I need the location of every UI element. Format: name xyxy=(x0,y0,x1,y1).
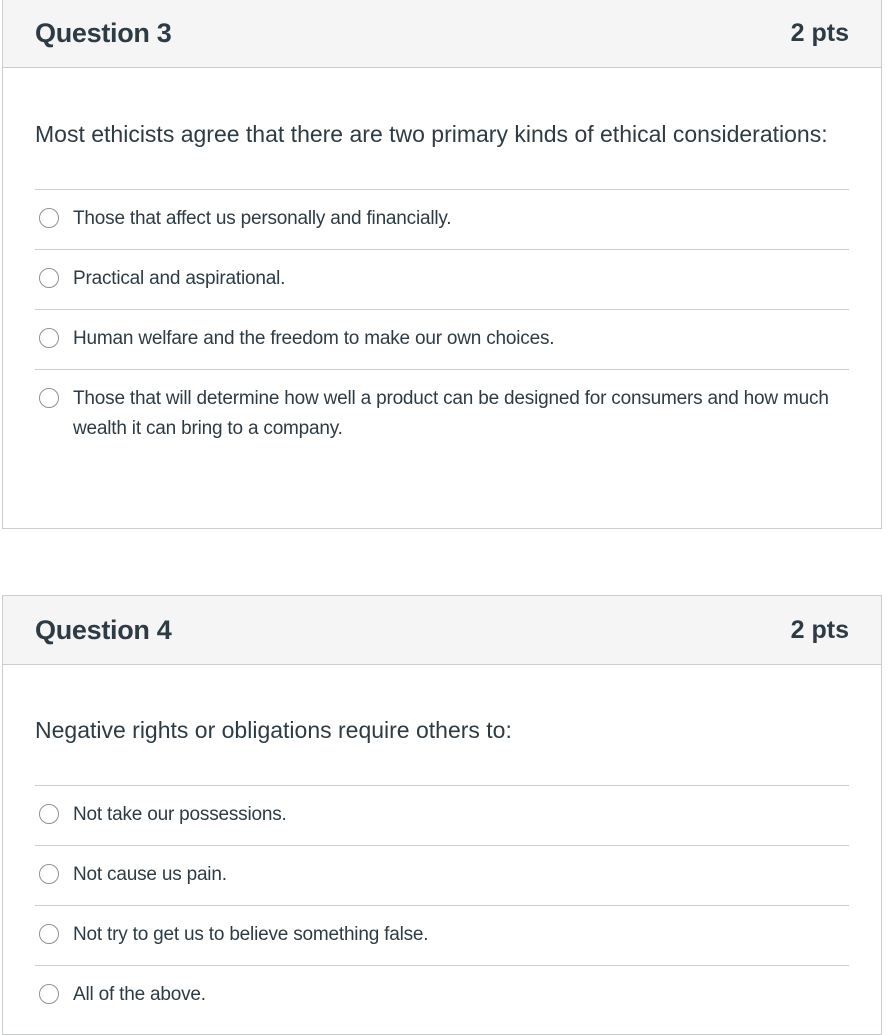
question-text: Negative rights or obligations require others to: xyxy=(35,717,512,743)
answer-option[interactable] xyxy=(35,250,849,310)
answer-option[interactable] xyxy=(35,310,849,370)
answer-option[interactable] xyxy=(35,370,849,459)
question-3-card xyxy=(2,0,882,529)
question-text: Most ethicists agree that there are two primary kinds of ethical considerations: xyxy=(35,121,828,147)
question-points: 2 pts xyxy=(790,18,849,47)
answer-label: Human welfare and the freedom to make our own choices. xyxy=(73,328,555,349)
answer-list xyxy=(35,785,849,1025)
answer-label: Not cause us pain. xyxy=(73,864,227,885)
answer-option[interactable] xyxy=(35,846,849,906)
question-title: Question 4 xyxy=(35,614,172,645)
answer-option[interactable] xyxy=(35,906,849,966)
question-title: Question 3 xyxy=(35,17,172,48)
radio-button[interactable] xyxy=(39,924,59,944)
answer-option[interactable] xyxy=(35,966,849,1025)
radio-button[interactable] xyxy=(39,388,59,408)
radio-button[interactable] xyxy=(39,864,59,884)
radio-button[interactable] xyxy=(39,328,59,348)
answer-label: All of the above. xyxy=(73,984,206,1005)
radio-button[interactable] xyxy=(39,268,59,288)
answer-label: Practical and aspirational. xyxy=(73,268,286,289)
answer-option[interactable] xyxy=(35,786,849,846)
answer-label: Not try to get us to believe something false. xyxy=(73,924,429,945)
answer-list xyxy=(35,189,849,459)
question-4-card xyxy=(2,595,882,1035)
answer-option[interactable] xyxy=(35,190,849,250)
question-points: 2 pts xyxy=(790,615,849,644)
question-header xyxy=(3,596,881,665)
question-header xyxy=(3,0,881,68)
radio-button[interactable] xyxy=(39,208,59,228)
radio-button[interactable] xyxy=(39,804,59,824)
answer-label: Those that will determine how well a product can be designed for consumers and how much wealth it can bring to a company. xyxy=(73,388,829,439)
answer-label: Not take our possessions. xyxy=(73,804,287,825)
question-body xyxy=(3,68,881,459)
radio-button[interactable] xyxy=(39,984,59,1004)
question-body xyxy=(3,665,881,1025)
answer-label: Those that affect us personally and financially. xyxy=(73,208,452,229)
